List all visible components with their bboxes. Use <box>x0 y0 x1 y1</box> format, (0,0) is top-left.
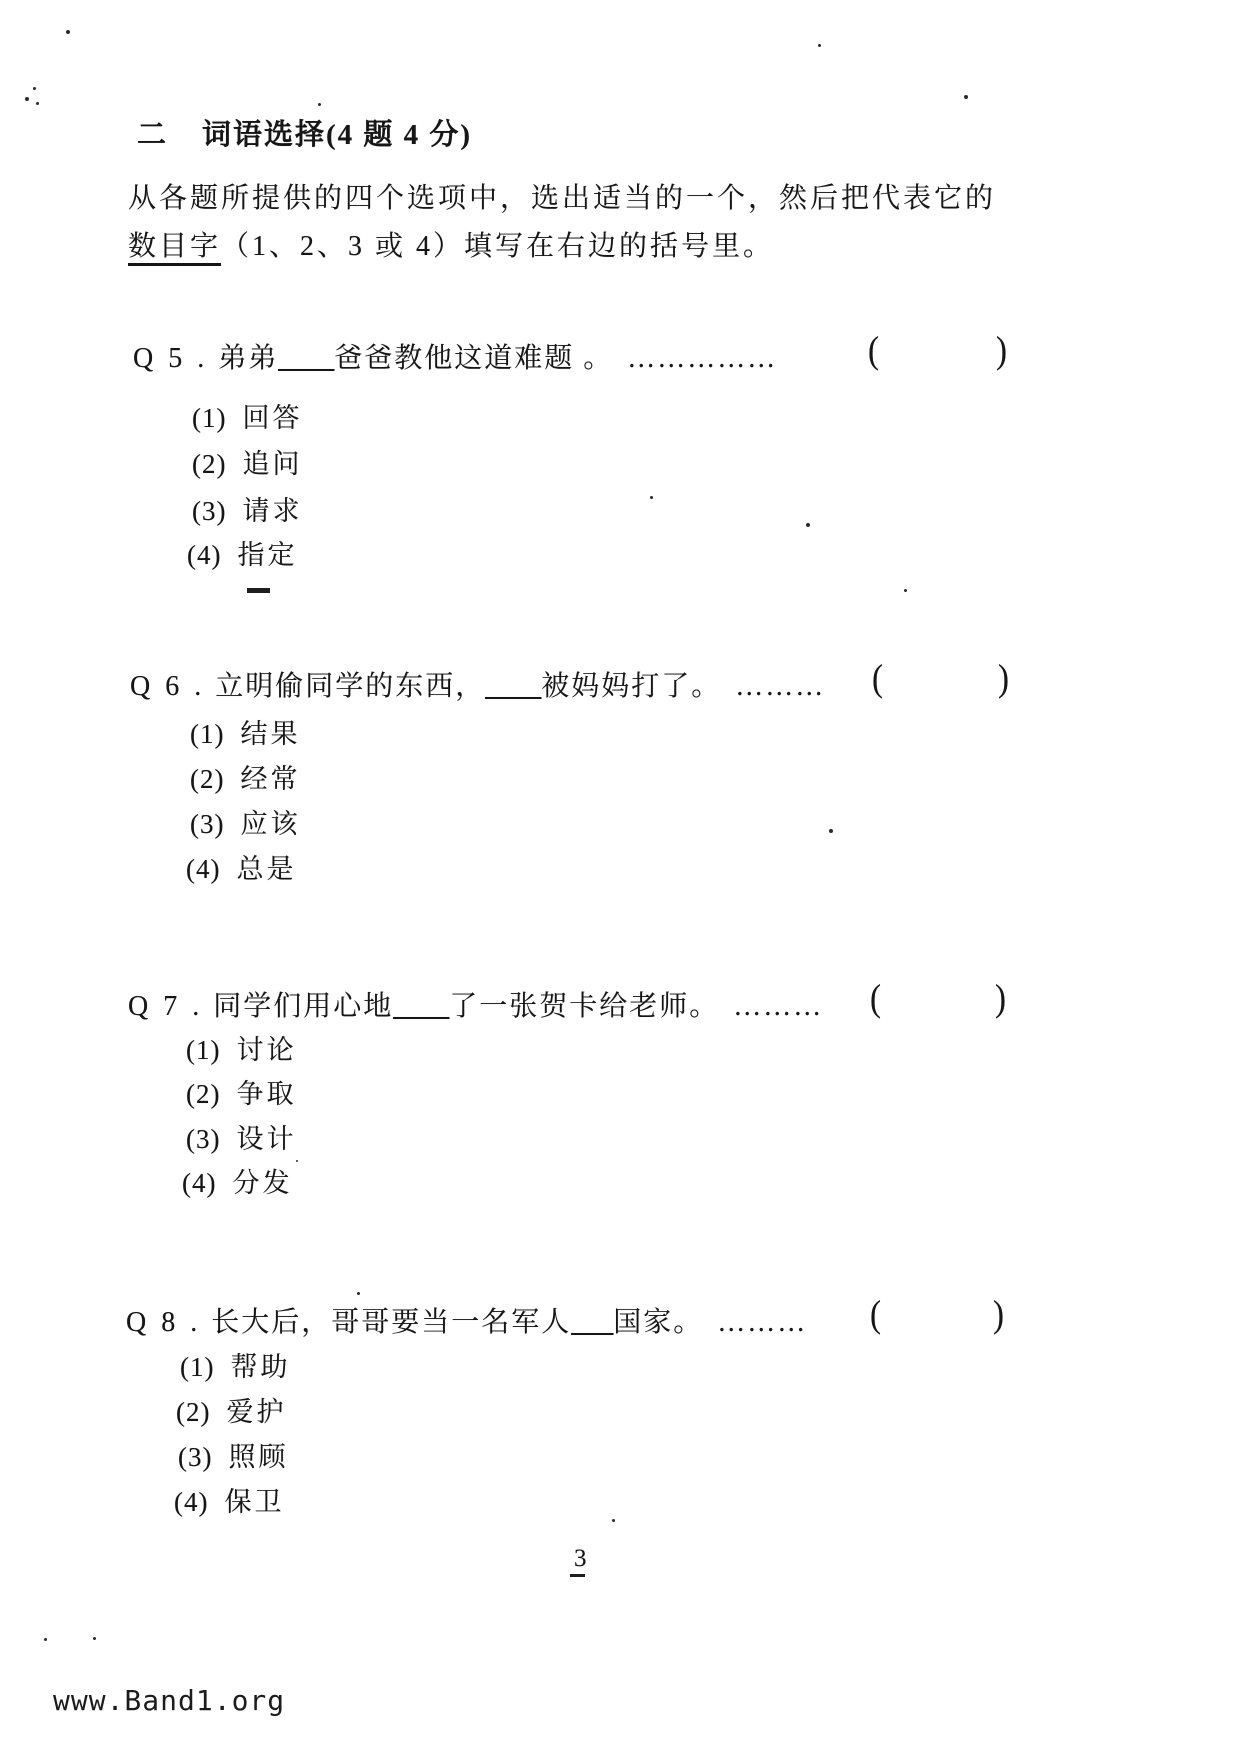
stem-after-blank: 被妈妈打了。 <box>541 671 722 702</box>
question-stem <box>128 984 823 1024</box>
option-q5-1 <box>192 396 302 435</box>
option-text: 讨论 <box>236 1035 297 1065</box>
question-stem <box>126 1300 807 1340</box>
scan-speck <box>829 829 833 833</box>
page-number: 3 <box>574 1545 587 1572</box>
scan-speck <box>66 30 70 34</box>
option-q6-2 <box>190 757 300 796</box>
scan-speck <box>93 1637 96 1640</box>
answer-bracket-close: ) <box>993 1294 1006 1336</box>
option-text: 爱护 <box>226 1397 287 1427</box>
option-text: 请求 <box>242 496 303 526</box>
option-number: (4) <box>174 1487 209 1517</box>
instructions-emphasis: 数目字 <box>128 231 221 266</box>
answer-bracket-close: ) <box>995 978 1008 1020</box>
scan-speck <box>964 95 968 99</box>
scan-speck <box>904 589 907 592</box>
option-text: 经常 <box>240 764 301 794</box>
option-number: (2) <box>190 764 225 794</box>
option-q5-3 <box>192 489 302 528</box>
answer-bracket-open: ( <box>870 1294 883 1336</box>
option-number: (4) <box>186 854 221 884</box>
dot-leader: ……… <box>733 991 824 1022</box>
question-number: Q 5 . <box>133 343 209 374</box>
option-text: 指定 <box>237 540 298 570</box>
instructions-line2 <box>128 224 774 264</box>
option-number: (1) <box>180 1352 215 1382</box>
option-q7-4 <box>182 1161 292 1200</box>
option-q7-1 <box>186 1028 296 1067</box>
option-text: 帮助 <box>230 1352 291 1382</box>
site-watermark: www.Band1.org <box>53 1684 286 1717</box>
option-q6-1 <box>190 712 300 751</box>
stem-before-blank: 弟弟 <box>218 343 279 374</box>
option-number: (2) <box>192 449 227 479</box>
instructions-line1: 从各题所提供的四个选项中，选出适当的一个，然后把代表它的 <box>128 183 997 214</box>
option-text: 争取 <box>236 1079 297 1109</box>
option-number: (3) <box>178 1442 213 1472</box>
stem-after-blank: 了一张贺卡给老师。 <box>449 991 720 1022</box>
stem-before-blank: 立明偷同学的东西， <box>215 671 486 702</box>
option-text: 分发 <box>232 1168 293 1198</box>
section-marker: 二 <box>137 119 169 151</box>
option-text: 追问 <box>242 449 303 479</box>
answer-bracket-open: ( <box>870 978 883 1020</box>
option-q8-4 <box>174 1480 284 1519</box>
dot-leader: …………… <box>627 343 778 374</box>
option-q8-2 <box>176 1390 286 1429</box>
instructions-line2-rest: （1、2、3 或 4）填写在右边的括号里。 <box>221 231 775 262</box>
answer-blank: ____ <box>485 671 542 702</box>
option-number: (3) <box>186 1124 221 1154</box>
option-number: (4) <box>182 1168 217 1198</box>
option-text: 总是 <box>236 854 297 884</box>
scan-speck <box>612 1519 615 1522</box>
scan-speck <box>806 523 810 527</box>
scan-speck <box>33 87 36 90</box>
option-number: (4) <box>187 540 222 570</box>
option-q6-3 <box>190 802 300 841</box>
option-number: (3) <box>192 496 227 526</box>
option-number: (2) <box>186 1079 221 1109</box>
option-text: 回答 <box>242 403 303 433</box>
option-text: 保卫 <box>224 1487 285 1517</box>
option-text: 设计 <box>236 1124 297 1154</box>
dot-leader: ……… <box>717 1307 808 1338</box>
section-title-text: 词语选择(4 题 4 分) <box>202 119 473 151</box>
option-text: 结果 <box>240 719 301 749</box>
option-number: (3) <box>190 809 225 839</box>
answer-bracket-close: ) <box>998 658 1011 700</box>
answer-blank: ____ <box>278 343 335 374</box>
stem-before-blank: 同学们用心地 <box>213 991 394 1022</box>
option-number: (1) <box>190 719 225 749</box>
option-text: 应该 <box>240 809 301 839</box>
stem-after-blank: 国家。 <box>613 1307 704 1338</box>
stray-dash-mark <box>247 588 270 593</box>
option-q7-2 <box>186 1072 296 1111</box>
option-q8-1 <box>180 1345 290 1384</box>
option-q5-4 <box>187 533 297 572</box>
answer-bracket-open: ( <box>872 658 885 700</box>
scan-speck <box>818 44 821 47</box>
option-number: (1) <box>192 403 227 433</box>
scan-speck <box>318 103 321 106</box>
option-q5-2 <box>192 442 302 481</box>
scan-speck <box>36 102 39 105</box>
question-stem <box>133 336 777 376</box>
question-number: Q 6 . <box>130 671 206 702</box>
section-title <box>137 112 472 153</box>
answer-bracket-open: ( <box>868 330 881 372</box>
scan-speck <box>650 496 653 499</box>
question-number: Q 8 . <box>126 1307 202 1338</box>
option-q6-4 <box>186 847 296 886</box>
scan-speck <box>44 1638 47 1641</box>
option-text: 照顾 <box>228 1442 289 1472</box>
option-q8-3 <box>178 1435 288 1474</box>
option-q7-3 <box>186 1117 296 1156</box>
stem-after-blank: 爸爸教他这道难题 。 <box>334 343 614 374</box>
scan-speck <box>25 97 29 101</box>
dot-leader: ……… <box>735 671 826 702</box>
scan-speck <box>357 1292 360 1295</box>
answer-bracket-close: ) <box>996 330 1009 372</box>
answer-blank: ___ <box>571 1307 614 1338</box>
option-number: (1) <box>186 1035 221 1065</box>
answer-blank: ____ <box>393 991 450 1022</box>
stem-before-blank: 长大后，哥哥要当一名军人 <box>211 1307 572 1338</box>
scan-speck <box>296 1160 298 1162</box>
question-stem <box>130 664 825 704</box>
page-number-underline-mark <box>570 1574 585 1577</box>
question-number: Q 7 . <box>128 991 204 1022</box>
option-number: (2) <box>176 1397 211 1427</box>
